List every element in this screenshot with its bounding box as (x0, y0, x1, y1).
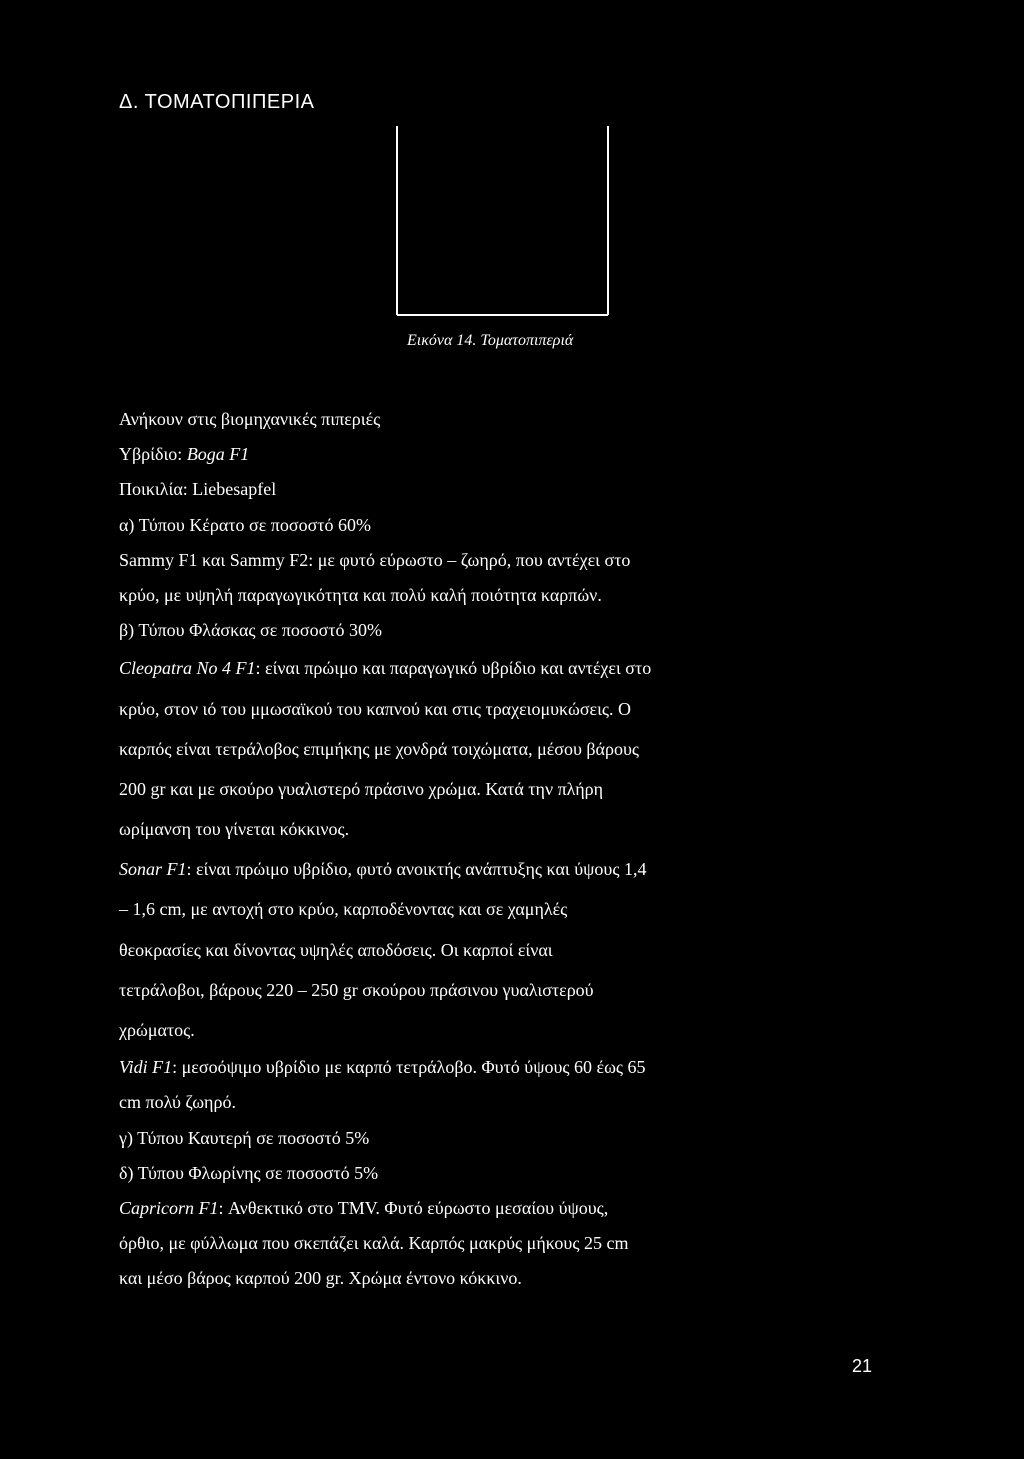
sonar-line: – 1,6 cm, με αντοχή στο κρύο, καρποδένοντας και σε χαμηλές (119, 899, 568, 920)
type-b-heading: β) Τύπου Φλάσκας σε ποσοστό 30% (119, 620, 383, 641)
capricorn-line: και μέσο βάρος καρπού 200 gr. Χρώμα έντονο κόκκινο. (119, 1268, 522, 1289)
hybrid-name: Boga F1 (186, 444, 250, 465)
vidi-name: Vidi F1 (119, 1057, 173, 1078)
vidi-first-line (119, 1050, 779, 1085)
type-c-heading: γ) Τύπου Καυτερή σε ποσοστό 5% (119, 1127, 370, 1148)
capricorn-first-line (119, 1191, 779, 1226)
figure-image-placeholder (396, 126, 610, 316)
type-a-heading: α) Τύπου Κέρατο σε ποσοστό 60% (119, 514, 372, 535)
cleopatra-first-text: : είναι πρώιμο και παραγωγικό υβρίδιο και αντέχει στο (255, 658, 652, 679)
sonar-name: Sonar F1 (119, 859, 187, 880)
body-text (119, 402, 779, 1297)
type-a-line: κρύο, με υψηλή παραγωγικότητα και πολύ καλή ποιότητα καρπών. (119, 584, 602, 605)
section-heading: Δ. ΤΟΜΑΤΟΠΙΠΕΡΙΑ (119, 91, 315, 113)
sonar-line: τετράλοβοι, βάρους 220 – 250 gr σκούρου πράσινου γυαλιστερού (119, 979, 594, 1000)
hybrid-line (119, 437, 779, 472)
cleopatra-line: καρπός είναι τετράλοβος επιμήκης με χονδρά τοιχώματα, μέσου βάρους (119, 738, 640, 759)
cleopatra-line: 200 gr και με σκούρο γυαλιστερό πράσινο χρώμα. Κατά την πλήρη (119, 778, 604, 799)
cleopatra-first-line (119, 648, 779, 688)
cleopatra-line: ωρίμανση του γίνεται κόκκινος. (119, 819, 350, 840)
capricorn-name: Capricorn F1 (119, 1197, 219, 1218)
sonar-line: θεοκρασίες και δίνοντας υψηλές αποδόσεις. Οι καρποί είναι (119, 939, 553, 960)
figure-caption-text: Τοματοπιπεριά (480, 332, 574, 349)
variety-label: Ποικιλία: (119, 479, 188, 500)
sonar-first-line (119, 849, 779, 889)
type-a-line: Sammy F1 και Sammy F2: με φυτό εύρωστο – ζωηρό, που αντέχει στο (119, 549, 631, 570)
type-d-heading: δ) Τύπου Φλωρίνης σε ποσοστό 5% (119, 1162, 379, 1183)
figure-caption-label: Εικόνα 14. (407, 332, 477, 349)
figure-caption (407, 331, 573, 351)
page-number: 21 (852, 1356, 873, 1376)
cleopatra-name: Cleopatra No 4 F1 (119, 658, 256, 679)
vidi-first-text: : μεσοόψιμο υβρίδιο με καρπό τετράλοβο. Φυτό ύψους 60 έως 65 (172, 1057, 646, 1078)
variety-line (119, 472, 779, 507)
variety-name: Liebesapfel (192, 479, 277, 500)
figure-frame-lines (396, 126, 610, 316)
sonar-line: χρώματος. (119, 1020, 195, 1040)
capricorn-first-text: : Ανθεκτικό στο TMV. Φυτό εύρωστο μεσαίου ύψους, (218, 1197, 609, 1218)
vidi-line: cm πολύ ζωηρό. (119, 1092, 236, 1113)
hybrid-label: Υβρίδιο: (119, 444, 183, 465)
sonar-first-text: : είναι πρώιμο υβρίδιο, φυτό ανοικτής ανάπτυξης και ύψους 1,4 (186, 859, 647, 880)
intro-line: Ανήκουν στις βιομηχανικές πιπεριές (119, 409, 381, 429)
capricorn-line: όρθιο, με φύλλωμα που σκεπάζει καλά. Καρπός μακρύς μήκους 25 cm (119, 1233, 629, 1254)
cleopatra-line: κρύο, στον ιό του μμωσαϊκού του καπνού και στις τραχειομυκώσεις. Ο (119, 698, 632, 719)
